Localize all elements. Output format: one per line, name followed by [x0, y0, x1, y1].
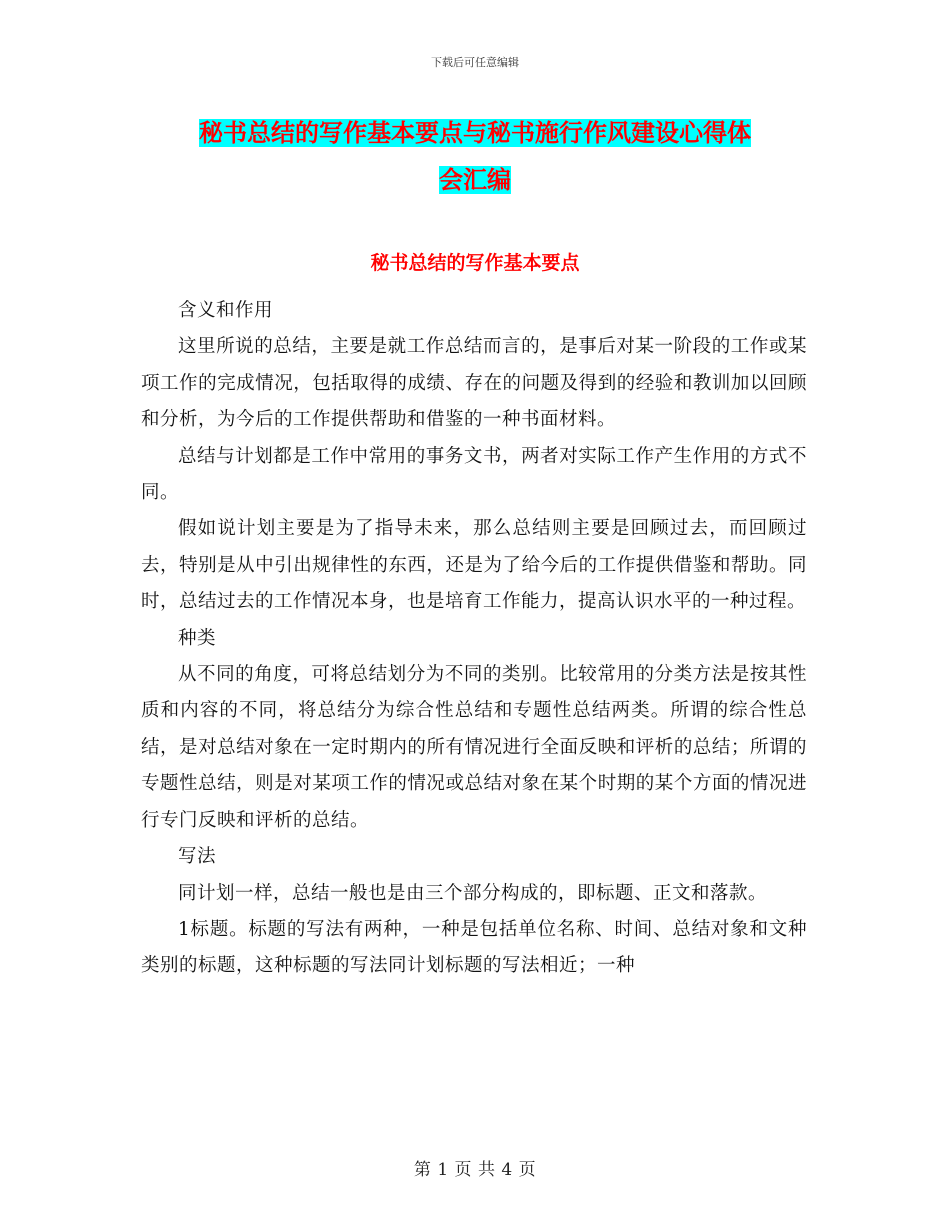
paragraph: 1标题。标题的写法有两种，一种是包括单位名称、时间、总结对象和文种类别的标题，这种标题的写法同计划标题的写法相近；一种 — [141, 918, 807, 977]
paragraph-heading-meaning: 含义和作用 — [178, 300, 274, 321]
paragraph: 这里所说的总结，主要是就工作总结而言的，是事后对某一阶段的工作或某项工作的完成情况，包括取得的成绩、存在的问题及得到的经验和教训加以回顾和分析，为今后的工作提供帮助和借鉴的一种书面材料。 — [141, 336, 807, 431]
section-title: 秘书总结的写作基本要点 — [370, 252, 580, 274]
paragraph: 假如说计划主要是为了指导未来，那么总结则主要是回顾过去，而回顾过去，特别是从中引出规律性的东西，还是为了给今后的工作提供借鉴和帮助。同时，总结过去的工作情况本身，也是培育工作能力，提高认识水平的一种过程。 — [141, 518, 807, 613]
document-title — [140, 110, 810, 204]
paragraph-heading-types: 种类 — [178, 627, 217, 649]
paragraph: 同计划一样，总结一般也是由三个部分构成的，即标题、正文和落款。 — [178, 882, 768, 904]
paragraph: 总结与计划都是工作中常用的事务文书，两者对实际工作产生作用的方式不同。 — [141, 445, 807, 504]
body-text — [141, 293, 807, 985]
paragraph: 从不同的角度，可将总结划分为不同的类别。比较常用的分类方法是按其性质和内容的不同，将总结分为综合性总结和专题性总结两类。所谓的综合性总结，是对总结对象在一定时期内的所有情况进行全面反映和评析的总结；所谓的专题性总结，则是对某项工作的情况或总结对象在某个时期的某个方面的情况进行专门反映和评析的总结。 — [141, 664, 807, 831]
header-note: 下载后可任意编辑 — [431, 56, 519, 69]
document-title-line-1: 秘书总结的写作基本要点与秘书施行作风建设心得体 — [199, 119, 751, 147]
page-footer: 第 1 页 共 4 页 — [413, 1160, 537, 1180]
document-title-line-2: 会汇编 — [439, 166, 511, 194]
paragraph-heading-writing: 写法 — [178, 846, 217, 868]
